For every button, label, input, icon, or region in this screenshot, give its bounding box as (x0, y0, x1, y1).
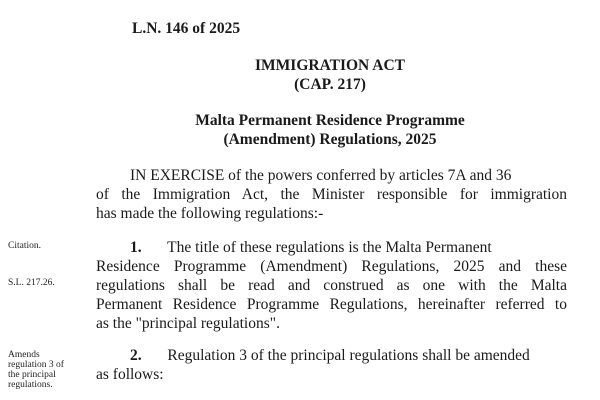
regulation-1-line-3: regulations shall be read and construed as one with the Malta (96, 277, 567, 294)
margin-note-citation: Citation. (8, 241, 41, 251)
regulation-1-line-2: Residence Programme (Amendment) Regulations, 2025 and these (96, 258, 567, 275)
margin-note-amends-3: the principal (8, 370, 56, 380)
preamble-line-2: of the Immigration Act, the Minister responsible for immigration (96, 186, 567, 203)
margin-note-amends-2: regulation 3 of (8, 360, 64, 370)
preamble-line-3: has made the following regulations:- (96, 205, 324, 222)
regulation-1-number: 1. (130, 239, 142, 256)
act-title: IMMIGRATION ACT (255, 57, 405, 74)
legal-notice-number: L.N. 146 of 2025 (132, 20, 241, 37)
regulations-title-line-2: (Amendment) Regulations, 2025 (223, 131, 437, 148)
regulation-1-line-5: as the "principal regulations". (96, 315, 280, 332)
margin-note-sl-reference: S.L. 217.26. (8, 278, 55, 288)
regulation-2-line-2: as follows: (96, 366, 164, 383)
regulation-1-line-1: The title of these regulations is the Malta Permanent (167, 239, 492, 256)
margin-note-amends-4: regulations. (8, 380, 53, 390)
regulation-1-first-line (130, 238, 567, 257)
preamble-line-1: IN EXERCISE of the powers conferred by articles 7A and 36 (130, 167, 512, 184)
act-chapter: (CAP. 217) (294, 76, 366, 93)
regulation-2-number: 2. (130, 347, 142, 364)
regulation-1-line-4: Permanent Residence Programme Regulations, hereinafter referred to (96, 296, 567, 313)
regulations-title-line-1: Malta Permanent Residence Programme (195, 112, 465, 129)
regulation-2-line-1: Regulation 3 of the principal regulations shall be amended (167, 347, 530, 364)
margin-note-amends-1: Amends (8, 350, 40, 360)
regulation-2-first-line (130, 346, 567, 365)
